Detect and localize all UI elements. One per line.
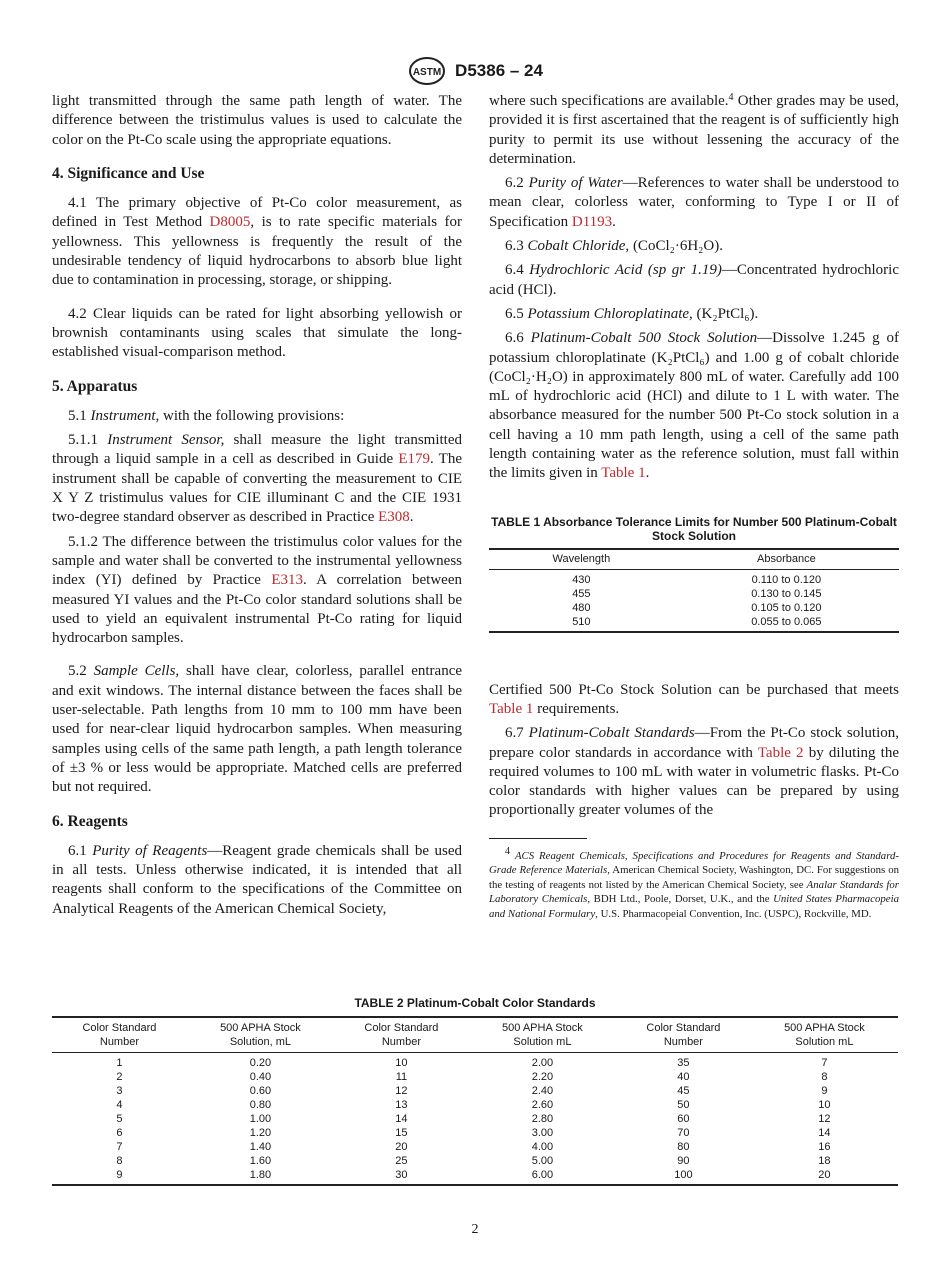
table-cell: 9: [116, 1169, 123, 1181]
table-2-block: [52, 996, 898, 1186]
table-row: 510 0.055 to 0.065: [572, 615, 822, 628]
table-cell: 10: [818, 1099, 831, 1111]
table-row: 430 0.110 to 0.120: [572, 573, 822, 586]
table-cell: 2.80: [531, 1113, 554, 1125]
page-number: 2: [471, 1222, 479, 1237]
link-e313[interactable]: E313: [271, 572, 303, 589]
footnote-divider: [489, 838, 587, 839]
table-row: [52, 1126, 898, 1140]
table-cell: 5.00: [531, 1155, 554, 1167]
para-5-1-2: 5.1.2 The difference between the tristimulus color values for the sample and water shall be converted to the instrumental yellowness index (YI) defined by Practice E313. A correlation between measured YI values and the Pt-Co color standard solutions shall be used to yield an equivalent instrumental Pt-Co rating for liquid hydrocarbon samples.: [52, 533, 462, 647]
table-cell: 3: [116, 1085, 123, 1097]
para-6-6: 6.6 Platinum-Cobalt 500 Stock Solution—Dissolve 1.245 g of potassium chloroplatinate (K₂PtCl₆) and 1.00 g of cobalt chloride (CoCl₂·H₂O) in approximately 800 mL of water. Carefully add 100 mL of hydrochloric acid (HCl) and dilute to 1 L with water. The absorbance measured for the number 500 Pt-Co stock solution in a cell having a 10 mm path length, using a cell of the same path length containing water as the reference solution, must fall within the limits given in Table 1.: [489, 330, 899, 482]
table-row: 455 0.130 to 0.145: [572, 587, 822, 600]
table-cell: 20: [818, 1169, 831, 1181]
table-cell: 18: [818, 1155, 831, 1167]
para-4-1: 4.1 The primary objective of Pt-Co color measurement, as defined in Test Method D8005, is to rate specific materials for yellowness. This yellowness is frequently the result of the undesirable tendency of liquid hydrocarbons to absorb blue light due to contamination in processing, storage, or shipping.: [52, 195, 462, 289]
link-table-1[interactable]: Table 1: [601, 465, 646, 482]
table-cell: 16: [818, 1141, 831, 1153]
table-cell: 1.60: [249, 1155, 272, 1167]
table-cell: 9: [821, 1085, 828, 1097]
table-2-header: Color Standard Number: [334, 1017, 469, 1053]
table-2-header: 500 APHA Stock Solution, mL: [187, 1017, 334, 1053]
table-cell: 0.40: [249, 1071, 272, 1083]
table-row: [52, 1098, 898, 1112]
link-d1193[interactable]: D1193: [571, 213, 613, 230]
table-1-header: Absorbance: [674, 549, 899, 570]
table-row: [52, 1084, 898, 1098]
para-5-1: 5.1 Instrument, with the following provisions:: [68, 407, 345, 424]
table-row: [52, 1140, 898, 1154]
table-2-header: 500 APHA Stock Solution mL: [751, 1017, 898, 1053]
table-2-header: 500 APHA Stock Solution mL: [469, 1017, 616, 1053]
table-cell: 12: [395, 1085, 408, 1097]
document-designation: D5386 – 24: [455, 61, 543, 80]
table-row: [52, 1053, 898, 1071]
table-cell: 100: [674, 1169, 693, 1181]
certified-paragraph: Certified 500 Pt-Co Stock Solution can be purchased that meets Table 1 requirements.: [489, 681, 899, 717]
table-cell: 12: [818, 1113, 831, 1125]
para-6-2: 6.2 Purity of Water—References to water shall be understood to mean clear, colorless water, conforming to Type I or II of Specification D1193.: [489, 175, 900, 230]
table-cell: 6: [116, 1127, 123, 1139]
table-cell: 80: [677, 1141, 690, 1153]
table-cell: 20: [395, 1141, 408, 1153]
table-2-caption: TABLE 2 Platinum-Cobalt Color Standards: [354, 996, 596, 1010]
table-cell: 7: [116, 1141, 123, 1153]
table-cell: 1.80: [249, 1169, 272, 1181]
table-row: [52, 1070, 898, 1084]
table-cell: 8: [116, 1155, 123, 1167]
link-table-1[interactable]: Table 1: [489, 700, 534, 717]
para-6-1: 6.1 Purity of Reagents—Reagent grade chemicals shall be used in all tests. Unless otherwise indicated, it is intended that all reagents shall conform to the specifications of the Committee on Analytical Reagents of the American Chemical Society,: [52, 842, 462, 917]
table-cell: 2.20: [531, 1071, 554, 1083]
section-5-heading: 5. Apparatus: [52, 377, 138, 395]
table-cell: 14: [395, 1113, 408, 1125]
table-cell: 1.20: [249, 1127, 272, 1139]
table-cell: 6.00: [531, 1169, 554, 1181]
table-cell: 3.00: [531, 1127, 554, 1139]
table-cell: 30: [395, 1169, 408, 1181]
table-cell: 1: [116, 1057, 123, 1069]
table-cell: 50: [677, 1099, 690, 1111]
table-cell: 2.40: [531, 1085, 554, 1097]
link-table-2[interactable]: Table 2: [757, 744, 804, 761]
intro-paragraph: light transmitted through the same path length of water. The difference between the tristimulus values is used to calculate the color on the Pt-Co scale using the appropriate equations.: [52, 93, 462, 148]
link-d8005[interactable]: D8005: [209, 214, 251, 231]
table-cell: 1.40: [249, 1141, 272, 1153]
link-e308[interactable]: E308: [378, 509, 410, 526]
table-cell: 45: [677, 1085, 690, 1097]
section-6-heading: 6. Reagents: [52, 812, 128, 830]
footnote-4: $^4$ ACS Reagent Chemicals, Specifications and Procedures for Reagents and Standard-Grade Reference Materials, American Chemical Society, Washington, DC. For suggestions on the testing of reagents not listed by the American Chemical Society, see Analar Standards for Laboratory Chemicals, BDH Ltd., Poole, Dorset, U.K., and the United States Pharmacopeia and National Formulary, U.S. Pharmacopeial Convention, Inc. (USPC), Rockville, MD.: [489, 845, 900, 920]
table-cell: 90: [677, 1155, 690, 1167]
para-6-1-continued: where such specifications are available.$^4$ Other grades may be used, provided it is first ascertained that the reagent is of sufficiently high purity to permit its use without lessening the accuracy of the determination.: [489, 92, 899, 167]
table-row: 480 0.105 to 0.120: [572, 601, 822, 614]
table-cell: 0.60: [249, 1085, 272, 1097]
table-row: [52, 1168, 898, 1185]
table-cell: 0.20: [249, 1057, 272, 1069]
table-1: [489, 548, 899, 633]
table-cell: 25: [395, 1155, 408, 1167]
table-cell: 10: [395, 1057, 408, 1069]
right-column: [489, 92, 899, 926]
table-cell: 4.00: [531, 1141, 554, 1153]
table-cell: 60: [677, 1113, 690, 1125]
para-6-7: 6.7 Platinum-Cobalt Standards—From the Pt-Co stock solution, prepare color standards in accordance with Table 2 by diluting the required volumes to 100 mL with water in volumetric flasks. Pt-Co color standards with higher values can be prepared by using proportionally greater volumes of the: [489, 725, 899, 819]
link-e179[interactable]: E179: [398, 451, 430, 468]
para-5-1-1: 5.1.1 Instrument Sensor, shall measure the light transmitted through a liquid sample in a cell as described in Guide E179. The instrument shall be capable of converting the measurement to CIE X Y Z tristimulus values for CIE illuminant C and the CIE 1931 two-degree standard observer as described in Practice E308.: [52, 432, 462, 526]
table-cell: 8: [821, 1071, 828, 1083]
table-row: [52, 1154, 898, 1168]
table-cell: 14: [818, 1127, 831, 1139]
table-2: [52, 1016, 898, 1186]
table-cell: 15: [395, 1127, 408, 1139]
table-1-header: Wavelength: [489, 549, 674, 570]
para-5-2: 5.2 Sample Cells, shall have clear, colorless, parallel entrance and exit windows. The internal distance between the faces shall be user-selectable. Path lengths from 10 mm to 100 mm have been used for near-clear liquid hydrocarbon samples. When measuring samples using cells of the same path length, a path length tolerance of ±3 % or less would be appropriate. Matched cells are preferred but not required.: [52, 663, 463, 796]
table-cell: 5: [116, 1113, 123, 1125]
table-2-header: Color Standard Number: [616, 1017, 751, 1053]
section-4-heading: 4. Significance and Use: [52, 164, 205, 182]
table-cell: 11: [395, 1071, 408, 1083]
table-cell: 4: [116, 1099, 123, 1111]
table-2-header: Color Standard Number: [52, 1017, 187, 1053]
table-cell: 2: [116, 1071, 123, 1083]
page-header: [0, 56, 950, 84]
para-6-5: 6.5 Potassium Chloroplatinate, (K₂PtCl₆).: [505, 305, 759, 322]
table-cell: 70: [677, 1127, 690, 1139]
para-6-4: 6.4 Hydrochloric Acid (sp gr 1.19)—Concentrated hydrochloric acid (HCl).: [489, 262, 900, 298]
table-cell: 1.00: [249, 1113, 272, 1125]
table-cell: 2.00: [531, 1057, 554, 1069]
astm-logo-icon: [407, 56, 447, 86]
footnote-ref-4[interactable]: 4: [728, 92, 734, 103]
table-cell: 7: [821, 1057, 828, 1069]
table-cell: 2.60: [531, 1099, 554, 1111]
svg-text:ASTM: ASTM: [412, 67, 442, 78]
table-row: [52, 1112, 898, 1126]
table-cell: 35: [677, 1057, 690, 1069]
para-6-3: 6.3 Cobalt Chloride, (CoCl₂·6H₂O).: [505, 238, 723, 255]
table-1-caption: TABLE 1 Absorbance Tolerance Limits for Number 500 Platinum-Cobalt Stock Solution: [491, 514, 897, 543]
left-column: [52, 92, 462, 924]
table-cell: 0.80: [249, 1099, 272, 1111]
table-cell: 40: [677, 1071, 690, 1083]
table-cell: 13: [395, 1099, 408, 1111]
para-4-2: 4.2 Clear liquids can be rated for light absorbing yellowish or brownish contaminants using scales that simulate the long-established visual-comparison method.: [52, 305, 462, 361]
